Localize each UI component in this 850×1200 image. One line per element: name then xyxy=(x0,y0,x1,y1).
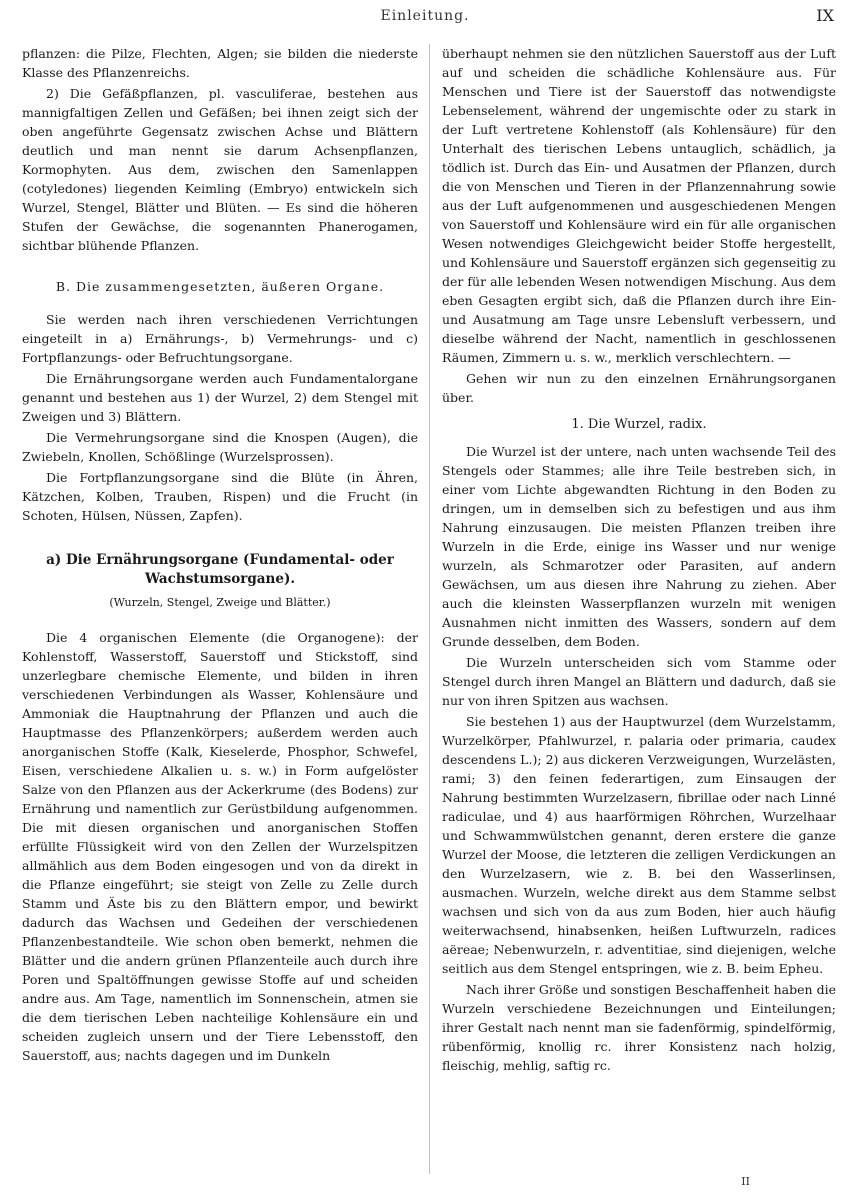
paragraph: Nach ihrer Größe und sonstigen Beschaffenheit haben die Wurzeln verschiedene Bezeichnungen und Einteilungen; ihrer Gestalt nach nennt man sie fadenförmig, spindelförmig, rübenförmig, knollig rc. ihrer Konsistenz nach holzig, fleischig, mehlig, saftig rc. xyxy=(442,982,836,1073)
paragraph: 2) Die Gefäßpflanzen, pl. vasculiferae, bestehen aus mannigfaltigen Zellen und Gefäßen; bei ihnen zeigt sich der oben angeführte Gegensatz zwischen Achse und Blättern deutlich und man nennt sie darum Achsenpflanzen, Kormophyten. Aus dem, zwischen den Samenlappen (cotyledones) liegenden Keimling (Embryo) entwickeln sich Wurzel, Stengel, Blätter und Blüten. — Es sind die höheren Stufen der Gewächse, die sogenannten Phanerogamen, sichtbar blühende Pflanzen. xyxy=(22,86,418,253)
right-column xyxy=(442,44,836,1174)
subsection-heading-a: a) Die Ernährungsorgane (Fundamental- oder Wachstumsorgane). xyxy=(46,552,394,587)
signature-mark: II xyxy=(741,1175,750,1188)
paragraph: Die Vermehrungsorgane sind die Knospen (Augen), die Zwiebeln, Knollen, Schößlinge (Wurzelsprossen). xyxy=(22,430,418,464)
paragraph: Sie werden nach ihren verschiedenen Verrichtungen eingeteilt in a) Ernährungs-, b) Vermehrungs- und c) Fortpflanzungs- oder Befruchtungsorgane. xyxy=(22,312,418,365)
paragraph: Die Wurzel ist der untere, nach unten wachsende Teil des Stengels oder Stammes; alle ihre Teile bestreben sich, in einer vom Lichte abgewandten Richtung in den Boden zu dringen, um in demselben sich zu befestigen und aus ihm Nahrung einzusaugen. Die meisten Pflanzen treiben ihre Wurzeln in die Erde, einige ins Wasser und nur wenige wurzeln, als Schmarotzer oder Parasiten, auf andern Gewächsen, um aus diesen ihre Nahrung zu ziehen. Aber auch die kleinsten Wasserpflanzen wurzeln mit wenigen Ausnahmen nicht inmitten des Wassers, sondern auf dem Grunde desselben, dem Boden. xyxy=(442,444,836,649)
left-column xyxy=(22,44,418,1174)
heading-wurzel: 1. Die Wurzel, radix. xyxy=(571,417,707,432)
paragraph: Sie bestehen 1) aus der Hauptwurzel (dem Wurzelstamm, Wurzelkörper, Pfahlwurzel, r. palaria oder primaria, caudex descendens L.); 2) aus dickeren Verzweigungen, Wurzelästen, rami; 3) den feinen federartigen, zum Einsaugen der Nahrung bestimmten Wurzelzasern, fibrillae oder nach Linné radiculae, und 4) aus haarförmigen Röhrchen, Wurzelhaar und Schwammwülstchen genannt, deren erstere die ganze Wurzel der Moose, die letzteren die zelligen Verdickungen an den Wurzelzasern, wie z. B. bei den Wasserlinsen, ausmachen. Wurzeln, welche direkt aus dem Stamme selbst wachsen und sich von da aus zum Boden, hier auch häufig weiterwachsend, hinabsenken, heißen Luftwurzeln, radices aëreae; Nebenwurzeln, r. adventitiae, sind diejenigen, welche seitlich aus dem Stengel entspringen, wie z. B. beim Epheu. xyxy=(442,714,836,976)
paragraph: Die Wurzeln unterscheiden sich vom Stamme oder Stengel durch ihren Mangel an Blättern und dadurch, daß sie nur von ihren Spitzen aus wachsen. xyxy=(442,655,836,708)
paragraph: Gehen wir nun zu den einzelnen Ernährungsorganen über. xyxy=(442,371,836,405)
paragraph: Die 4 organischen Elemente (die Organogene): der Kohlenstoff, Wasserstoff, Sauerstoff und Stickstoff, sind unzerlegbare chemische Elemente, und bilden in ihren verschiedenen Verbindungen als Wasser, Kohlensäure und Ammoniak die Hauptnahrung der Pflanzen und auch die Hauptmasse des Pflanzenkörpers; außerdem werden auch anorganischen Stoffe (Kalk, Kieselerde, Phosphor, Schwefel, Eisen, verschiedene Alkalien u. s. w.) in Form aufgelöster Salze von den Pflanzen aus der Ackerkrume (des Bodens) zur Ernährung und namentlich zur Gerüstbildung aufgenommen. Die mit diesen organischen und anorganischen Stoffen erfüllte Flüssigkeit wird von den Zellen der Wurzelspitzen allmählich aus dem Boden eingesogen und von da direkt in die Pflanze eingeführt; sie steigt von Zelle zu Zelle durch Stamm und Äste bis zu den Blättern empor, und bewirkt dadurch das Wachsen und Gedeihen der verschiedenen Pflanzenbestandteile. Wie schon oben bemerkt, nehmen die Blätter und die andern grünen Pflanzenteile auch durch ihre Poren und Spaltöffnungen gewisse Stoffe auf und scheiden andre aus. Am Tage, namentlich im Sonnenschein, atmen sie die dem tierischen Leben nachteilige Kohlensäure ein und scheiden zugleich unsern und der Tiere Lebensstoff, den Sauerstoff, aus; nachts dagegen und im Dunkeln xyxy=(22,630,418,1063)
paragraph: Die Ernährungsorgane werden auch Fundamentalorgane genannt und bestehen aus 1) der Wurzel, 2) dem Stengel mit Zweigen und 3) Blättern. xyxy=(22,371,418,424)
page-number: IX xyxy=(816,6,834,25)
running-header: Einleitung. xyxy=(380,8,470,24)
paragraph: pflanzen: die Pilze, Flechten, Algen; sie bilden die niederste Klasse des Pflanzenreichs. xyxy=(22,46,418,80)
subsection-note: (Wurzeln, Stengel, Zweige und Blätter.) xyxy=(109,596,331,609)
paragraph: überhaupt nehmen sie den nützlichen Sauerstoff aus der Luft auf und scheiden die schädliche Kohlensäure aus. Für Menschen und Tiere ist der Sauerstoff das notwendigste Lebenselement, während der ungemischte oder zu stark in der Luft vertretene Kohlenstoff (als Kohlensäure) für den Unterhalt des tierischen Lebens untauglich, schädlich, ja tödlich ist. Durch das Ein- und Ausatmen der Pflanzen, durch die von Menschen und Tieren in der Pflanzennahrung sowie aus der Luft aufgenommenen und ausgeschiedenen Mengen von Sauerstoff und Kohlensäure wird ein für alle organischen Wesen notwendiges Gleichgewicht beider Stoffe hergestellt, und Kohlensäure und Sauerstoff ergänzen sich gegenseitig zu der für alle lebenden Wesen notwendigen Mischung. Aus dem eben Gesagten ergibt sich, daß die Pflanzen durch ihre Ein- und Ausatmung am Tage unsre Lebensluft verbessern, und dieselbe während der Nacht, namentlich in geschlossenen Räumen, Zimmern u. s. w., merklich verschlechtern. — xyxy=(442,46,836,365)
paragraph: Die Fortpflanzungsorgane sind die Blüte (in Ähren, Kätzchen, Kolben, Trauben, Rispen) und die Frucht (in Schoten, Hülsen, Nüssen, Zapfen). xyxy=(22,470,418,523)
column-divider xyxy=(429,44,430,1174)
section-heading-b: B. Die zusammengesetzten, äußeren Organe. xyxy=(55,279,385,294)
